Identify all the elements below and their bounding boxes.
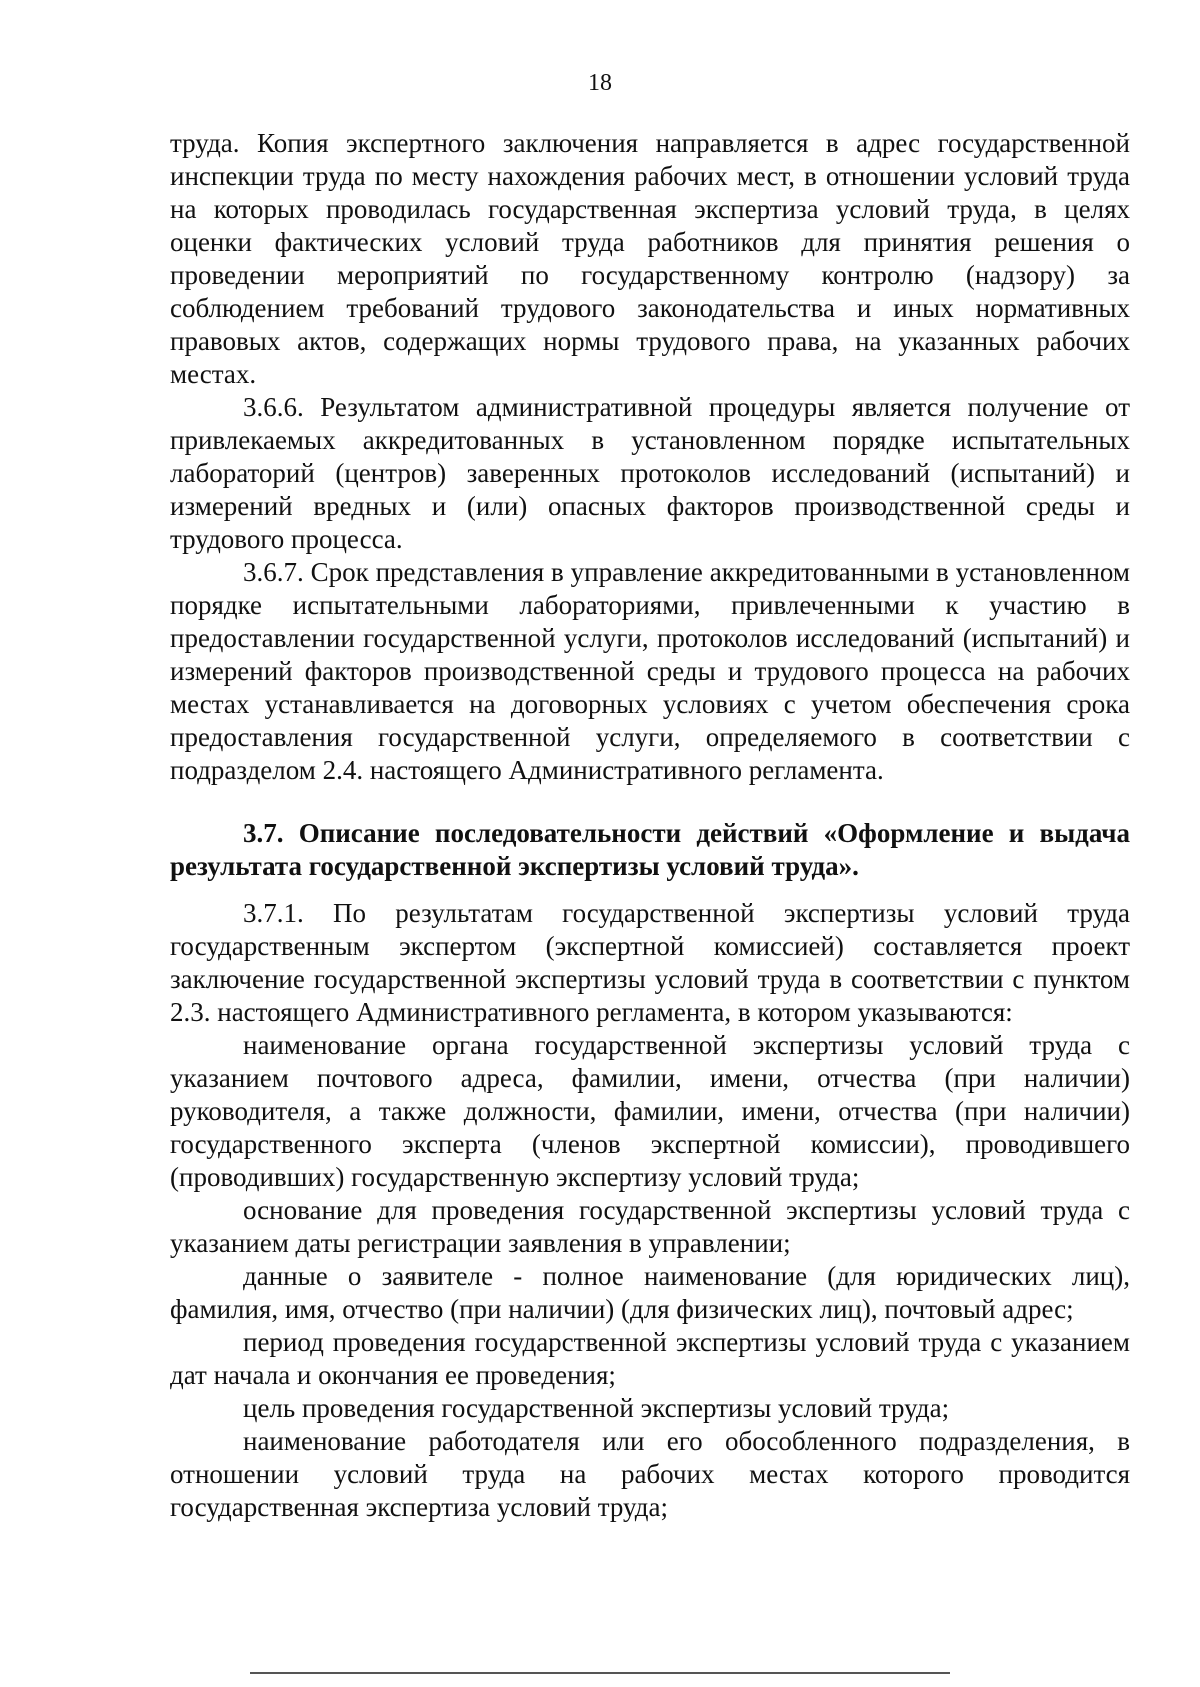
list-item-employer-name: наименование работодателя или его обособленного подразделения, в отношении условий труда на рабочих местах которого проводится государственная экспертиза условий труда; (170, 1426, 1130, 1522)
paragraph-3-6-7: 3.6.7. Срок представления в управление аккредитованными в установленном порядке испытательными лабораториями, привлеченными к участию в предоставлении государственной услуги, протоколов исследований (испытаний) и измерений факторов производственной среды и трудового процесса на рабочих местах устанавливается на договорных условиях с учетом обеспечения срока предоставления государственной услуги, определяемого в соответствии с подразделом 2.4. настоящего Административного регламента. (170, 557, 1130, 785)
paragraph-expert-conclusion-copy: труда. Копия экспертного заключения направляется в адрес государственной инспекции труда по месту нахождения рабочих мест, в отношении условий труда на которых проводилась государственная экспертиза условий труда, в целях оценки фактических условий труда работников для принятия решения о проведении мероприятий по государственному контролю (надзору) за соблюдением требований трудового законодательства и иных нормативных правовых актов, содержащих нормы трудового права, на указанных рабочих местах. (170, 128, 1130, 389)
bottom-divider (250, 1672, 950, 1674)
list-item-period: период проведения государственной экспертизы условий труда с указанием дат начала и окончания ее проведения; (170, 1327, 1130, 1390)
list-item-grounds: основание для проведения государственной экспертизы условий труда с указанием даты регистрации заявления в управлении; (170, 1195, 1130, 1258)
list-item-authority-name: наименование органа государственной экспертизы условий труда с указанием почтового адреса, фамилии, имени, отчества (при наличии) руководителя, а также должности, фамилии, имени, отчества (при наличии) государственного эксперта (членов экспертной комиссии), проводившего (проводивших) государственную экспертизу условий труда; (170, 1030, 1130, 1192)
paragraph-3-7-1: 3.7.1. По результатам государственной экспертизы условий труда государственным экспертом (экспертной комиссией) составляется проект заключение государственной экспертизы условий труда в соответствии с пунктом 2.3. настоящего Административного регламента, в котором указываются: (170, 898, 1130, 1027)
list-item-purpose: цель проведения государственной экспертизы условий труда; (243, 1393, 950, 1423)
page-number: 18 (588, 70, 612, 96)
document-body (170, 127, 1130, 1524)
paragraph-3-6-6: 3.6.6. Результатом административной процедуры является получение от привлекаемых аккредитованных в установленном порядке испытательных лабораторий (центров) заверенных протоколов исследований (испытаний) и измерений вредных и (или) опасных факторов производственной среды и трудового процесса. (170, 392, 1130, 554)
list-item-applicant-data: данные о заявителе - полное наименование (для юридических лиц), фамилия, имя, отчество (при наличии) (для физических лиц), почтовый адрес; (170, 1261, 1130, 1324)
section-heading-3-7: 3.7. Описание последовательности действий «Оформление и выдача результата государственной экспертизы условий труда». (170, 818, 1130, 881)
